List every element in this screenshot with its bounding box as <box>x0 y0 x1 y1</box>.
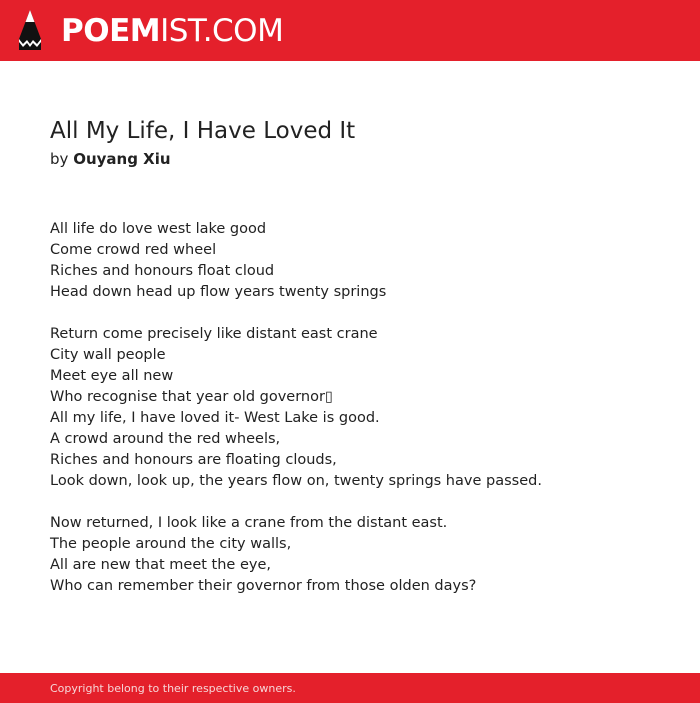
poem-line: The people around the city walls, <box>50 536 292 552</box>
poem-body <box>50 219 542 597</box>
poem-line: Now returned, I look like a crane from the distant east. <box>50 515 448 531</box>
poem-title: All My Life, I Have Loved It <box>50 118 356 144</box>
poem-line: A crowd around the red wheels, <box>50 431 281 447</box>
copyright-notice: Copyright belong to their respective owners. <box>50 682 296 695</box>
poem-line: Who can remember their governor from those olden days? <box>50 578 477 594</box>
poem-line: Return come precisely like distant east crane <box>50 326 378 342</box>
poem-line: Riches and honours are floating clouds, <box>50 452 337 468</box>
poem-line: Meet eye all new <box>50 368 174 384</box>
poem-line: All my life, I have loved it- West Lake is good. <box>50 410 380 426</box>
logo-brand-light: IST.COM <box>160 13 284 49</box>
poem-author: Ouyang Xiu <box>73 150 171 168</box>
poem-line: All life do love west lake good <box>50 221 267 237</box>
poem-line: Riches and honours float cloud <box>50 263 275 279</box>
stanza-break <box>50 492 542 513</box>
site-footer <box>0 673 700 703</box>
site-header <box>0 0 700 61</box>
poem-stanza <box>50 513 542 597</box>
poem-line: Who recognise that year old governor▯ <box>50 389 333 405</box>
site-logo-link[interactable] <box>61 11 283 51</box>
poem-line: City wall people <box>50 347 166 363</box>
pencil-tip-icon[interactable] <box>18 9 42 51</box>
byline-prefix: by <box>50 150 69 168</box>
poem-stanza <box>50 324 542 492</box>
poem-line: Head down head up flow years twenty springs <box>50 284 387 300</box>
poem-stanza <box>50 219 542 303</box>
poem-line: Look down, look up, the years flow on, twenty springs have passed. <box>50 473 542 489</box>
stanza-break <box>50 303 542 324</box>
logo-brand-bold: POEM <box>61 13 161 49</box>
poem-line: Come crowd red wheel <box>50 242 217 258</box>
poem-byline <box>50 148 171 170</box>
poem-line: All are new that meet the eye, <box>50 557 271 573</box>
